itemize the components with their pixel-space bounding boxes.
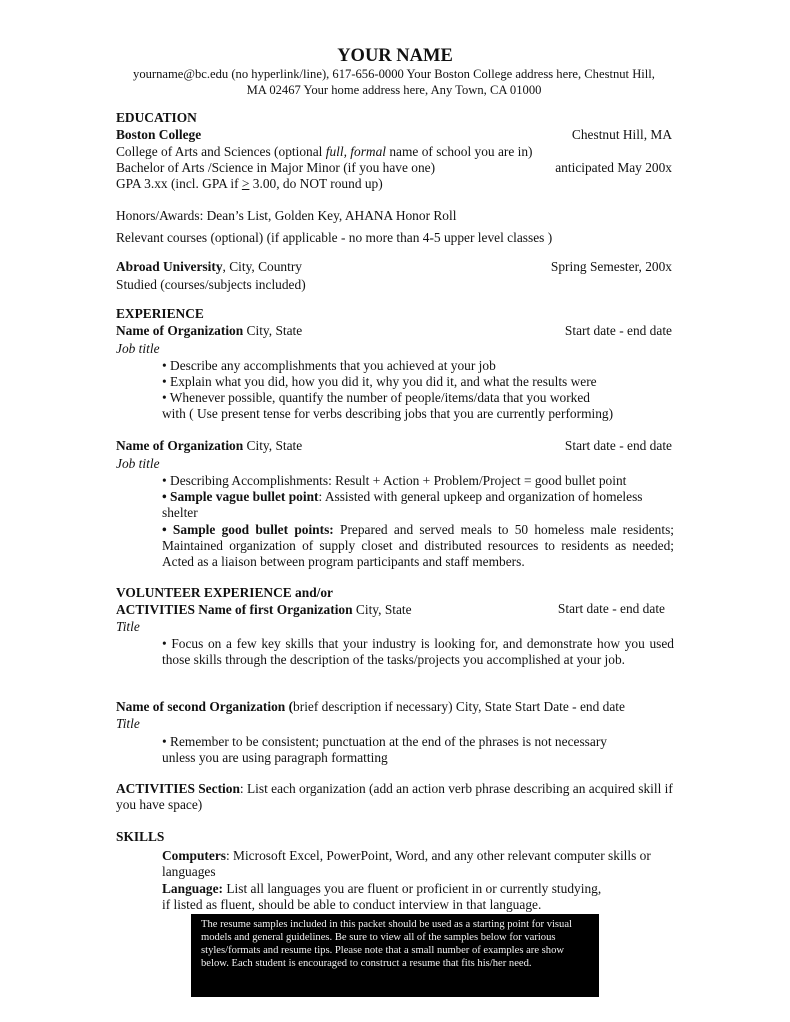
- job-2-header: [116, 438, 302, 454]
- gpa-prefix: GPA 3.xx (incl. GPA if: [116, 176, 242, 191]
- job-1-header: [116, 323, 302, 339]
- volunteer-heading-activities: ACTIVITIES: [116, 602, 195, 617]
- job-1-dates: Start date - end date: [564, 323, 672, 338]
- job-2-bullet-3-text: Prepared and served meals to 50 homeless male residents; Maintained organization of supply closet and distributed resources to residents as needed; Acted as a liaison between program participants and staff members.: [162, 522, 674, 569]
- skills-computers-text: : Microsoft Excel, PowerPoint, Word, and any other relevant computer skills or languages: [162, 848, 651, 879]
- contact-info: [116, 67, 672, 98]
- section-heading-volunteer: VOLUNTEER EXPERIENCE and/or: [116, 585, 333, 600]
- skills-language-text: List all languages you are fluent or proficient in or currently studying,: [223, 881, 602, 896]
- contact-line-2: MA 02467 Your home address here, Any Town, CA 01000: [246, 82, 542, 97]
- job-2-org: Name of Organization: [116, 438, 244, 453]
- volunteer-org-1-header: [116, 602, 412, 618]
- volunteer-org-2-header: [116, 699, 625, 715]
- job-1-location: City, State: [243, 323, 303, 338]
- degree-line: Bachelor of Arts /Science in Major Minor (if you have one): [116, 160, 436, 175]
- abroad-name: Abroad University: [116, 259, 223, 274]
- job-1-bullet-3-cont: with ( Use present tense for verbs describing jobs that you are currently performing): [162, 406, 614, 421]
- job-2-title: Job title: [116, 456, 160, 471]
- skills-language-line-1: [162, 881, 601, 897]
- section-heading-experience: EXPERIENCE: [116, 306, 204, 321]
- volunteer-org-1-name: Name of first Organization: [194, 602, 353, 617]
- abroad-line: [116, 259, 302, 275]
- job-1-bullet-3: • Whenever possible, quantify the number of people/items/data that you worked: [162, 390, 590, 405]
- college-italic: full, formal: [325, 144, 387, 159]
- job-2-bullet-1: • Describing Accomplishments: Result + Action + Problem/Project = good bullet point: [162, 473, 627, 488]
- skills-language-line-2: if listed as fluent, should be able to conduct interview in that language.: [162, 897, 542, 912]
- abroad-location: , City, Country: [222, 259, 302, 274]
- section-heading-skills: SKILLS: [116, 829, 165, 844]
- activities-label: ACTIVITIES Section: [116, 781, 240, 796]
- school-location: Chestnut Hill, MA: [571, 127, 672, 142]
- volunteer-org-2-bullet-line-2: unless you are using paragraph formatting: [162, 750, 388, 765]
- job-2-location: City, State: [243, 438, 303, 453]
- college-suffix: name of school you are in): [386, 144, 533, 159]
- job-2-bullet-3: [162, 522, 674, 570]
- volunteer-org-2-title: Title: [116, 716, 140, 731]
- job-2-bullet-2-label: • Sample vague bullet point: [162, 489, 319, 504]
- college-line: [116, 144, 533, 160]
- skills-computers-label: Computers: [162, 848, 226, 863]
- notice-box: The resume samples included in this packet should be used as a starting point for visual models and general guidelines. Be sure to view all of the samples below for various styles/formats and resume tips. Please note that a small number of examples are show below. Each student is encouraged to construct a resume that fits his/her need.: [191, 914, 599, 997]
- activities-section: [116, 781, 676, 813]
- courses-line: Relevant courses (optional) (if applicable - no more than 4-5 upper level classes ): [116, 230, 553, 245]
- contact-line-1: yourname@bc.edu (no hyperlink/line), 617-656-0000 Your Boston College address here, Chestnut Hill,: [133, 67, 655, 81]
- degree-date: anticipated May 200x: [555, 160, 672, 175]
- resume-name: YOUR NAME: [337, 46, 453, 66]
- job-2-bullet-2-text: : Assisted with general upkeep and organization of homeless shelter: [162, 489, 643, 520]
- volunteer-org-1-title: Title: [116, 619, 140, 634]
- college-prefix: College of Arts and Sciences (optional: [116, 144, 326, 159]
- gpa-symbol: >: [241, 176, 250, 191]
- volunteer-org-2-name: Name of second Organization (: [116, 699, 294, 714]
- abroad-studied: Studied (courses/subjects included): [116, 277, 306, 292]
- volunteer-org-2-rest: brief description if necessary) City, State Start Date - end date: [293, 699, 625, 714]
- skills-language-label: Language:: [162, 881, 224, 896]
- gpa-suffix: 3.00, do NOT round up): [249, 176, 383, 191]
- job-2-dates: Start date - end date: [564, 438, 672, 453]
- job-1-title: Job title: [116, 341, 160, 356]
- abroad-date: Spring Semester, 200x: [550, 259, 672, 274]
- volunteer-org-2-bullet-line-1: • Remember to be consistent; punctuation at the end of the phrases is not necessary: [162, 734, 607, 749]
- job-2-bullet-2: [162, 489, 674, 521]
- section-heading-education: EDUCATION: [116, 110, 197, 125]
- skills-computers: [162, 848, 674, 880]
- volunteer-org-1-location: City, State: [352, 602, 412, 617]
- job-1-bullet-1: • Describe any accomplishments that you achieved at your job: [162, 358, 496, 373]
- activities-text: : List each organization (add an action verb phrase describing an acquired skill if you have space): [116, 781, 673, 812]
- volunteer-org-1-bullet: • Focus on a few key skills that your industry is looking for, and demonstrate how you used those skills through the description of the tasks/projects you accomplished at your job.: [162, 636, 674, 667]
- job-1-org: Name of Organization: [116, 323, 244, 338]
- job-2-bullet-3-label: • Sample good bullet points:: [162, 522, 334, 537]
- honors-line: Honors/Awards: Dean’s List, Golden Key, AHANA Honor Roll: [116, 208, 457, 223]
- volunteer-org-1-dates: Start date - end date: [557, 601, 665, 616]
- school-name: Boston College: [116, 127, 202, 142]
- job-1-bullet-2: • Explain what you did, how you did it, why you did it, and what the results were: [162, 374, 597, 389]
- gpa-line: [116, 176, 383, 192]
